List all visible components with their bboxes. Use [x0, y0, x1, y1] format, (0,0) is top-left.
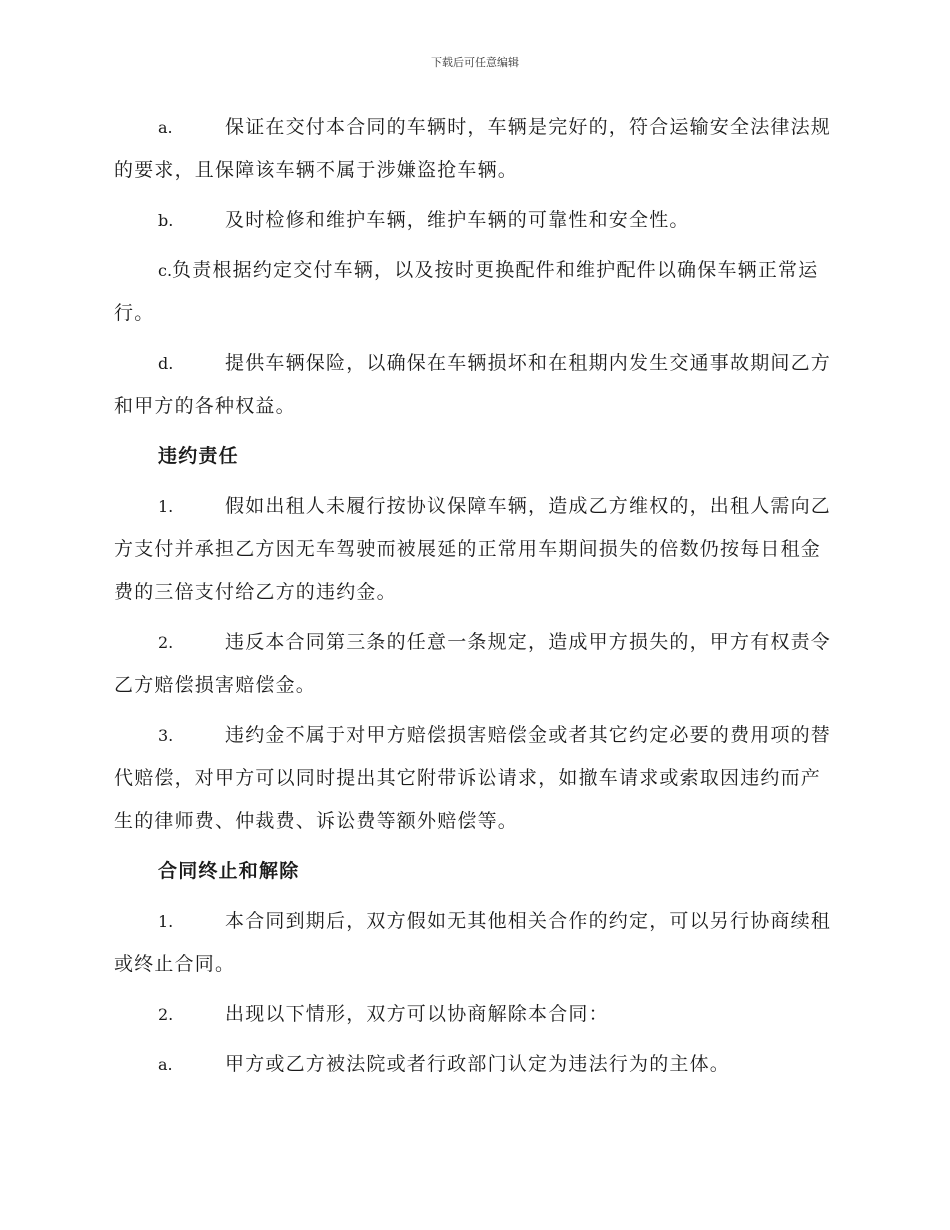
item-label: c.: [158, 261, 173, 280]
list-item: [114, 249, 834, 335]
item-label: 1.: [158, 497, 174, 516]
page-header: 下载后可任意编辑: [431, 56, 519, 69]
list-item: [114, 993, 834, 1036]
item-text: 负责根据约定交付车辆，以及按时更换配件和维护配件以确保车辆正常运行。: [114, 259, 819, 324]
item-label: d.: [158, 354, 174, 373]
item-label: a.: [158, 1055, 173, 1074]
item-label: 2.: [158, 1005, 174, 1024]
item-text: 保证在交付本合同的车辆时，车辆是完好的，符合运输安全法律法规的要求，且保障该车辆不属于涉嫌盗抢车辆。: [114, 116, 832, 181]
item-text: 假如出租人未履行按协议保障车辆，造成乙方维权的，出租人需向乙方支付并承担乙方因无车驾驶而被展延的正常用车期间损失的倍数仍按每日租金费的三倍支付给乙方的违约金。: [114, 495, 832, 603]
list-item: [114, 342, 834, 428]
item-label: b.: [158, 211, 174, 230]
list-item: [114, 714, 834, 843]
list-item: [114, 900, 834, 986]
item-label: a.: [158, 118, 173, 137]
item-text: 甲方或乙方被法院或者行政部门认定为违法行为的主体。: [225, 1053, 731, 1075]
item-text: 及时检修和维护车辆，维护车辆的可靠性和安全性。: [225, 209, 690, 231]
item-text: 本合同到期后，双方假如无其他相关合作的约定，可以另行协商续租或终止合同。: [114, 910, 832, 975]
section-heading-breach: 违约责任: [158, 445, 239, 467]
item-text: 违约金不属于对甲方赔偿损害赔偿金或者其它约定必要的费用项的替代赔偿，对甲方可以同时提出其它附带诉讼请求，如撤车请求或索取因违约而产生的律师费、仲裁费、诉讼费等额外赔偿等。: [114, 724, 832, 832]
section-heading-termination: 合同终止和解除: [158, 860, 300, 882]
item-label: 3.: [158, 726, 174, 745]
list-item: [114, 621, 834, 707]
list-item: [114, 485, 834, 614]
item-label: 1.: [158, 912, 174, 931]
list-item: [114, 199, 834, 242]
list-item: [114, 106, 834, 192]
document-body: [114, 106, 834, 1093]
item-text: 出现以下情形，双方可以协商解除本合同：: [225, 1003, 609, 1025]
list-item: [114, 1043, 834, 1086]
item-text: 提供车辆保险，以确保在车辆损坏和在租期内发生交通事故期间乙方和甲方的各种权益。: [114, 352, 832, 417]
item-label: 2.: [158, 633, 174, 652]
item-text: 违反本合同第三条的任意一条规定，造成甲方损失的，甲方有权责令乙方赔偿损害赔偿金。: [114, 631, 832, 696]
